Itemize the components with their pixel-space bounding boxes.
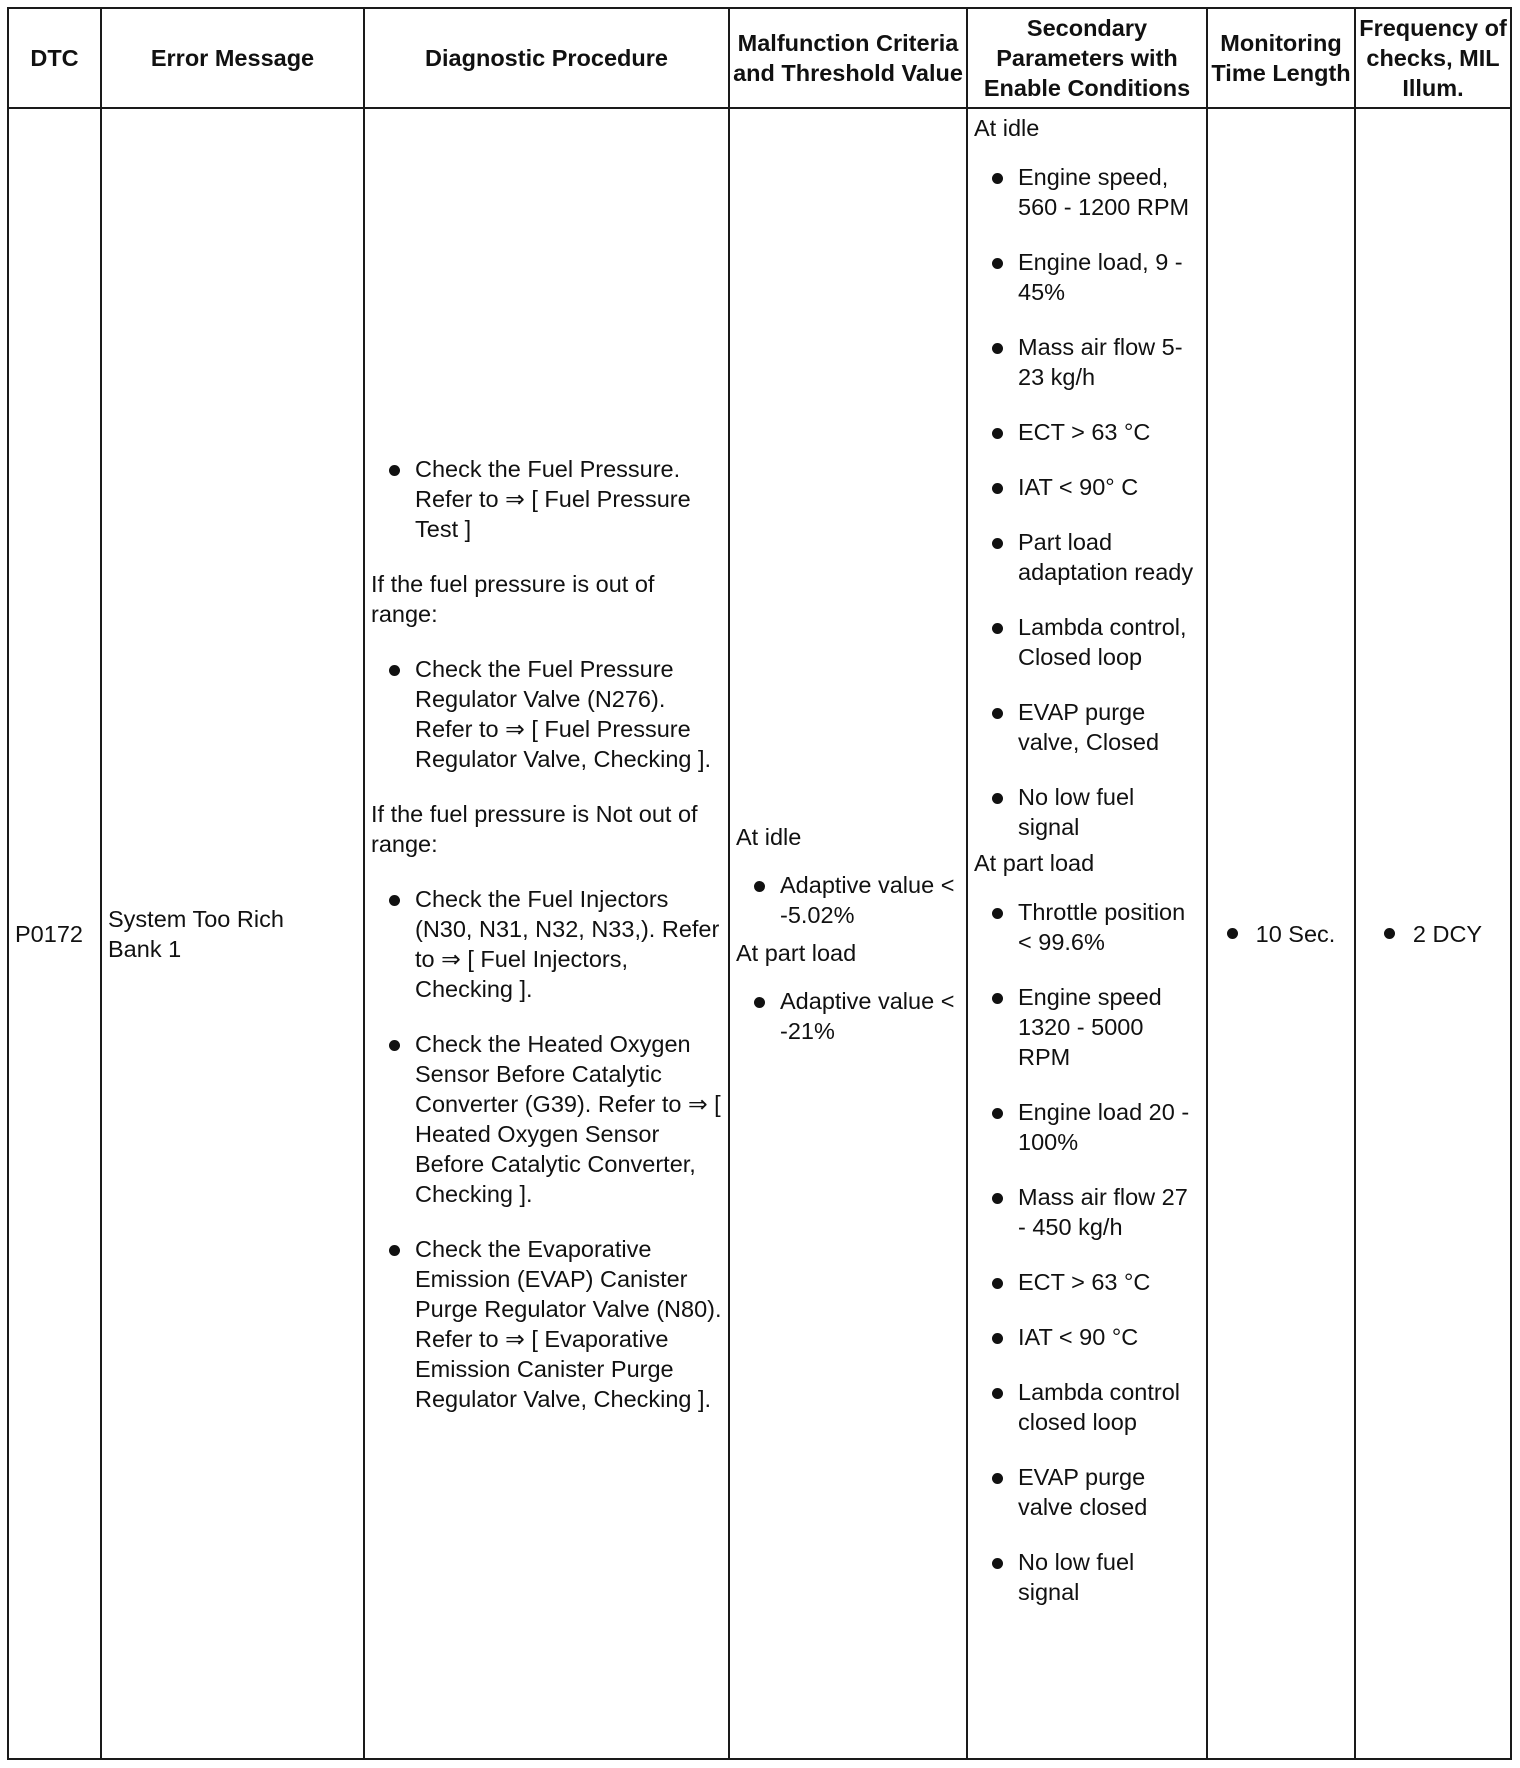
- secondary-idle-item: Engine load, 9 - 45%: [968, 247, 1206, 307]
- secondary-part-load-item: EVAP purge valve closed: [968, 1462, 1206, 1522]
- secondary-part-load-list: [968, 897, 1206, 1607]
- dtc-cell: [8, 108, 101, 1759]
- header-dtc: DTC: [8, 8, 101, 108]
- frequency-value: 2 DCY: [1412, 920, 1483, 947]
- secondary-idle-item: EVAP purge valve, Closed: [968, 697, 1206, 757]
- diagnostic-check-fuel-pressure: Check the Fuel Pressure. Refer to ⇒ [ Fuel Pressure Test ]: [365, 454, 728, 544]
- secondary-idle-heading: At idle: [974, 115, 1040, 141]
- secondary-idle-item: Mass air flow 5-23 kg/h: [968, 332, 1206, 392]
- error-message: System Too Rich Bank 1: [108, 905, 284, 962]
- diagnostic-check-injectors: Check the Fuel Injectors (N30, N31, N32, N33,). Refer to ⇒ [ Fuel Injectors, Checking ].: [365, 884, 728, 1004]
- secondary-part-load-item: Mass air flow 27 - 450 kg/h: [968, 1182, 1206, 1242]
- diagnostic-check-evap: Check the Evaporative Emission (EVAP) Canister Purge Regulator Valve (N80). Refer to ⇒ [ Evaporative Emission Canister Purge Regulator Valve, Checking ].: [365, 1234, 728, 1414]
- header-row: [8, 8, 1511, 108]
- secondary-part-load-item: ECT > 63 °C: [968, 1267, 1206, 1297]
- malfunction-criteria-cell: [729, 108, 967, 1759]
- secondary-parameters-cell: [967, 108, 1207, 1759]
- secondary-part-load-item: No low fuel signal: [968, 1547, 1206, 1607]
- monitoring-time-cell: [1207, 108, 1355, 1759]
- header-monitoring-time: Monitoring Time Length: [1207, 8, 1355, 108]
- table-row: [8, 108, 1511, 1759]
- bullet-icon: [1384, 928, 1395, 939]
- header-error-message: Error Message: [101, 8, 364, 108]
- diagnostic-list-1: [365, 454, 728, 544]
- malfunction-part-load-value: Adaptive value < -21%: [730, 986, 966, 1046]
- malfunction-part-load-heading: At part load: [736, 939, 857, 966]
- header-diagnostic-procedure: Diagnostic Procedure: [364, 8, 729, 108]
- secondary-idle-item: Engine speed, 560 - 1200 RPM: [968, 162, 1206, 222]
- diagnostic-if-out-of-range: If the fuel pressure is out of range:: [371, 570, 655, 627]
- secondary-idle-item: IAT < 90° C: [968, 472, 1206, 502]
- diagnostic-list-2: [365, 654, 728, 774]
- header-secondary-parameters: Secondary Parameters with Enable Conditions: [967, 8, 1207, 108]
- malfunction-idle-list: [730, 870, 966, 930]
- diagnostic-check-oxygen-sensor: Check the Heated Oxygen Sensor Before Catalytic Converter (G39). Refer to ⇒ [ Heated Oxygen Sensor Before Catalytic Converter, Checking ].: [365, 1029, 728, 1209]
- secondary-part-load-item: IAT < 90 °C: [968, 1322, 1206, 1352]
- dtc-table: [7, 7, 1512, 1760]
- secondary-part-load-item: Throttle position < 99.6%: [968, 897, 1206, 957]
- secondary-idle-item: Part load adaptation ready: [968, 527, 1206, 587]
- malfunction-part-load-list: [730, 986, 966, 1046]
- monitoring-time-value: 10 Sec.: [1255, 920, 1336, 947]
- secondary-idle-item: ECT > 63 °C: [968, 417, 1206, 447]
- dtc-code: P0172: [15, 920, 83, 947]
- secondary-part-load-item: Lambda control closed loop: [968, 1377, 1206, 1437]
- malfunction-idle-value: Adaptive value < -5.02%: [730, 870, 966, 930]
- malfunction-idle-heading: At idle: [736, 823, 802, 850]
- header-malfunction-criteria: Malfunction Criteria and Threshold Value: [729, 8, 967, 108]
- secondary-part-load-item: Engine load 20 - 100%: [968, 1097, 1206, 1157]
- frequency-cell: [1355, 108, 1511, 1759]
- diagnostic-check-regulator: Check the Fuel Pressure Regulator Valve (N276). Refer to ⇒ [ Fuel Pressure Regulator Valve, Checking ].: [365, 654, 728, 774]
- secondary-idle-list: [968, 162, 1206, 842]
- diagnostic-procedure-cell: [364, 108, 729, 1759]
- bullet-icon: [1227, 928, 1238, 939]
- error-message-cell: [101, 108, 364, 1759]
- header-frequency: Frequency of checks, MIL Illum.: [1355, 8, 1511, 108]
- secondary-idle-item: No low fuel signal: [968, 782, 1206, 842]
- secondary-part-load-item: Engine speed 1320 - 5000 RPM: [968, 982, 1206, 1072]
- secondary-part-load-heading: At part load: [974, 850, 1095, 876]
- diagnostic-if-not-out-of-range: If the fuel pressure is Not out of range:: [371, 800, 698, 857]
- secondary-idle-item: Lambda control, Closed loop: [968, 612, 1206, 672]
- diagnostic-list-3: [365, 884, 728, 1414]
